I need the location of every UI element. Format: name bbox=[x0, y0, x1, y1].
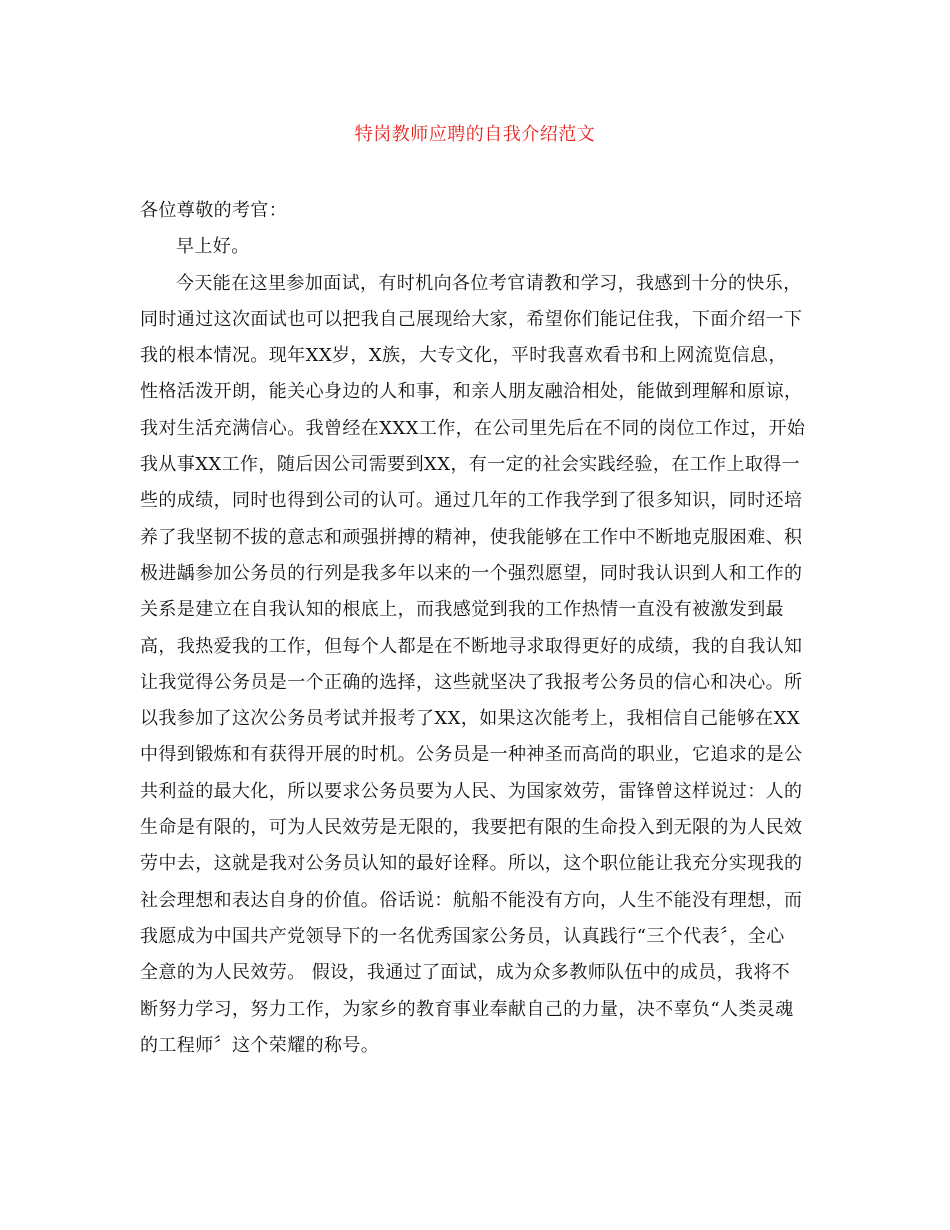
greeting: 早上好。 bbox=[176, 236, 250, 258]
paragraph-line: 关系是建立在自我认知的根底上，而我感觉到我的工作热情一直没有被激发到最 bbox=[140, 599, 784, 621]
document-title: 特岗教师应聘的自我介绍范文 bbox=[354, 124, 596, 145]
paragraph-line: 中得到锻炼和有获得开展的时机。公务员是一种神圣而高尚的职业，它追求的是公 bbox=[140, 744, 803, 766]
paragraph-line: 社会理想和表达自身的价值。俗话说：航船不能没有方向，人生不能没有理想，而 bbox=[140, 889, 803, 911]
paragraph-line: 让我觉得公务员是一个正确的选择，这些就坚决了我报考公务员的信心和决心。所 bbox=[140, 671, 803, 693]
paragraph-line: 养了我坚韧不拔的意志和顽强拼搏的精神，使我能够在工作中不断地克服困难、积 bbox=[140, 526, 803, 548]
paragraph-line: 的工程师〞这个荣耀的称号。 bbox=[140, 1034, 380, 1056]
paragraph-line: 我的根本情况。现年XX岁，X族，大专文化，平时我喜欢看书和上网流览信息， bbox=[140, 345, 787, 367]
paragraph-line: 些的成绩，同时也得到公司的认可。通过几年的工作我学到了很多知识，同时还培 bbox=[140, 490, 803, 512]
paragraph-line: 生命是有限的，可为人民效劳是无限的，我要把有限的生命投入到无限的为人民效 bbox=[140, 817, 803, 839]
paragraph-line: 同时通过这次面试也可以把我自己展现给大家，希望你们能记住我，下面介绍一下 bbox=[140, 308, 803, 330]
paragraph-line: 全意的为人民效劳。 假设，我通过了面试，成为众多教师队伍中的成员，我将不 bbox=[140, 962, 791, 984]
paragraph-line: 我对生活充满信心。我曾经在XXX工作，在公司里先后在不同的岗位工作过，开始 bbox=[140, 417, 806, 439]
paragraph-line: 劳中去，这就是我对公务员认知的最好诠释。所以，这个职位能让我充分实现我的 bbox=[140, 853, 803, 875]
paragraph-line: 断努力学习，努力工作，为家乡的教育事业奉献自己的力量，决不辜负“人类灵魂 bbox=[140, 998, 794, 1020]
paragraph-line: 极进龋参加公务员的行列是我多年以来的一个强烈愿望，同时我认识到人和工作的 bbox=[140, 562, 803, 584]
document-body bbox=[140, 193, 816, 1064]
salutation: 各位尊敬的考官： bbox=[140, 200, 288, 221]
paragraph-line: 我愿成为中国共产党领导下的一名优秀国家公务员，认真践行“三个代表〞，全心 bbox=[140, 925, 785, 947]
paragraph-line: 以我参加了这次公务员考试并报考了XX，如果这次能考上，我相信自己能够在XX bbox=[140, 708, 801, 730]
paragraph-line: 今天能在这里参加面试，有时机向各位考官请教和学习，我感到十分的快乐， bbox=[176, 272, 802, 294]
paragraph-line: 我从事XX工作，随后因公司需要到XX，有一定的社会实践经验，在工作上取得一 bbox=[140, 454, 801, 476]
paragraph-line: 高，我热爱我的工作，但每个人都是在不断地寻求取得更好的成绩，我的自我认知 bbox=[140, 635, 803, 657]
paragraph-line: 共利益的最大化，所以要求公务员要为人民、为国家效劳，雷锋曾这样说过：人的 bbox=[140, 780, 803, 802]
paragraph-line: 性格活泼开朗，能关心身边的人和事，和亲人朋友融洽相处，能做到理解和原谅， bbox=[140, 381, 803, 403]
